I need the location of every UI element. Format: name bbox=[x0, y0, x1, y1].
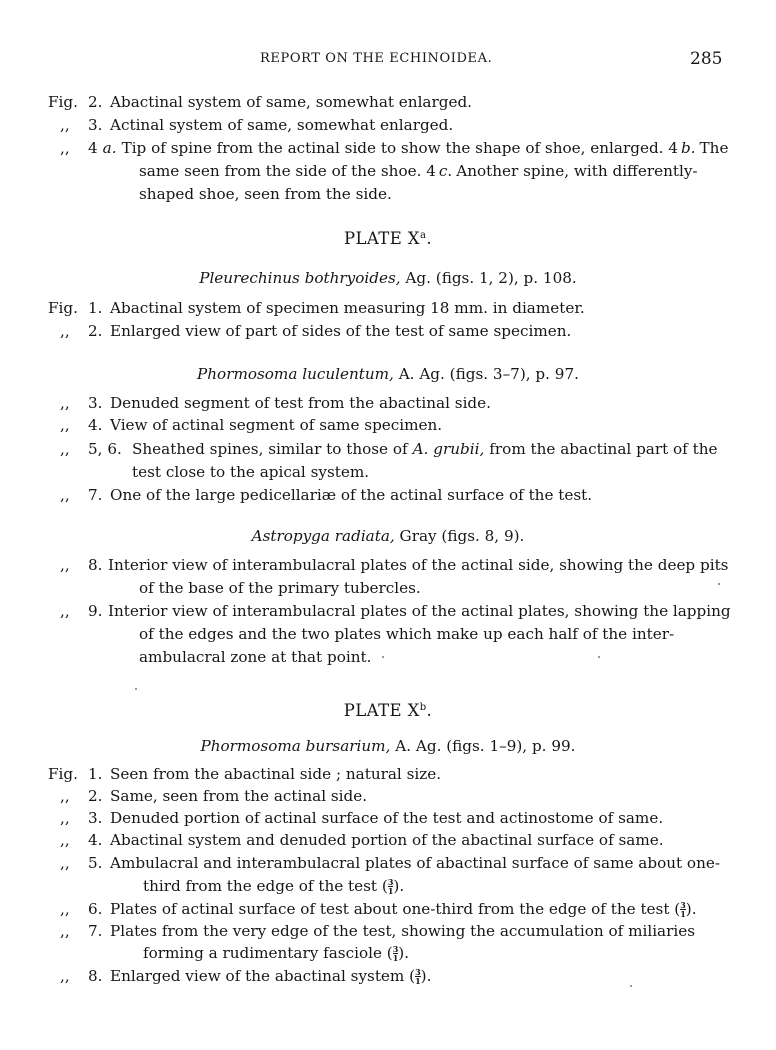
caption-fig-8: ,, 8. Enlarged view of the abactinal system ( $\frac{3}{1}$ ). bbox=[60, 967, 432, 986]
plate-heading-sup: a bbox=[419, 230, 427, 241]
fig-number: 8. bbox=[88, 967, 103, 985]
running-title: REPORT ON THE ECHINOIDEA. bbox=[260, 51, 493, 66]
caption-text: of the edges and the two plates which make up each half of the inter- bbox=[139, 625, 675, 643]
fig-number: 1. bbox=[88, 765, 103, 783]
fraction-denominator: 1 bbox=[392, 953, 399, 963]
species-name: Astropyga radiata, bbox=[251, 527, 395, 545]
fig-number: 4. bbox=[88, 416, 103, 434]
fig-number: 6. bbox=[88, 900, 103, 918]
fig-number: 2. bbox=[88, 322, 103, 340]
caption-continuation: third from the edge of the test ( $\frac{3}{1}$ ). bbox=[143, 877, 405, 896]
caption-text: Tip of spine from the actinal side to show the shape of shoe, enlarged. 4 bbox=[121, 139, 678, 157]
caption-text: Enlarged view of the abactinal system bbox=[110, 967, 405, 985]
caption-text: third from the edge of the test bbox=[143, 877, 378, 895]
ditto-mark: ,, bbox=[60, 967, 70, 985]
caption-text: ambulacral zone at that point. bbox=[139, 648, 372, 666]
fig-number: 3. bbox=[88, 116, 103, 134]
caption-text: Interior view of interambulacral plates of the actinal plates, showing the lapping bbox=[108, 602, 731, 620]
caption-fig-5 bbox=[60, 852, 720, 874]
caption-text: Abactinal system of same, somewhat enlarged. bbox=[110, 93, 473, 111]
caption-italic-taxon: A. grubii, bbox=[412, 440, 485, 458]
fig-prefix: Fig. bbox=[48, 93, 78, 111]
caption-text: Seen from the abactinal side ; natural size. bbox=[110, 765, 442, 783]
caption-fig-4 bbox=[60, 829, 664, 851]
caption-text: Interior view of interambulacral plates of the actinal side, showing the deep pits bbox=[108, 556, 729, 574]
fig-number: 2. bbox=[88, 93, 103, 111]
ditto-mark: ,, bbox=[60, 900, 70, 918]
plate-heading-xb: PLATE $X^b$. bbox=[343, 701, 433, 720]
ditto-mark: ,, bbox=[60, 922, 70, 940]
species-heading-phormosoma-luculentum bbox=[0, 365, 776, 383]
species-citation: Gray (figs. 8, 9). bbox=[394, 527, 525, 545]
caption-fig-5-6 bbox=[60, 438, 718, 460]
caption-continuation bbox=[139, 646, 371, 668]
caption-text: Plates of actinal surface of test about one-third from the edge of the test bbox=[110, 900, 670, 918]
caption-fig-3 bbox=[60, 114, 453, 136]
plate-heading-text: PLATE X bbox=[343, 701, 420, 720]
fig-number: 7. bbox=[88, 486, 103, 504]
print-speck bbox=[598, 656, 600, 658]
caption-continuation bbox=[139, 160, 698, 182]
print-speck bbox=[718, 583, 720, 585]
fraction-numerator: 3 bbox=[680, 900, 686, 910]
ditto-mark: ,, bbox=[60, 440, 70, 458]
species-name: Phormosoma luculentum, bbox=[197, 365, 394, 383]
species-name: Phormosoma bursarium, bbox=[200, 737, 391, 755]
caption-fig-7 bbox=[60, 484, 592, 506]
fig-number: 4 bbox=[88, 139, 98, 157]
ditto-mark: ,, bbox=[60, 322, 70, 340]
caption-text: . bbox=[399, 877, 405, 895]
magnification-fraction bbox=[680, 901, 686, 918]
print-speck bbox=[382, 656, 384, 658]
caption-text: . bbox=[426, 967, 432, 985]
species-heading-phormosoma-bursarium bbox=[0, 737, 776, 755]
caption-continuation bbox=[132, 461, 369, 483]
species-citation: A. Ag. (figs. 3–7), p. 97. bbox=[393, 365, 579, 383]
caption-text: Another spine, with differently- bbox=[456, 162, 698, 180]
caption-fig-7 bbox=[60, 920, 695, 942]
plate-heading-text: PLATE X bbox=[344, 229, 420, 248]
magnification-fraction bbox=[393, 945, 399, 962]
print-speck bbox=[135, 688, 137, 690]
caption-fig-9 bbox=[60, 600, 731, 622]
page-number: 285 bbox=[690, 49, 723, 69]
fig-number: 4. bbox=[88, 831, 103, 849]
fig-prefix: Fig. bbox=[48, 765, 78, 783]
fig-sub-label: a. bbox=[102, 139, 117, 157]
fig-prefix: Fig. bbox=[48, 299, 78, 317]
species-name: Pleurechinus bothryoides, bbox=[199, 269, 401, 287]
species-heading-pleurechinus bbox=[0, 269, 776, 287]
ditto-mark: ,, bbox=[60, 556, 70, 574]
caption-continuation: forming a rudimentary fasciole ( $\frac{3}{1}$ ). bbox=[143, 944, 410, 963]
caption-text: . bbox=[404, 944, 410, 962]
caption-fig-8 bbox=[60, 554, 728, 576]
caption-fig-3 bbox=[60, 392, 491, 414]
caption-text: One of the large pedicellariæ of the actinal surface of the test. bbox=[110, 486, 593, 504]
fraction-denominator: 1 bbox=[415, 976, 421, 986]
caption-text: Plates from the very edge of the test, showing the accumulation of miliaries bbox=[110, 922, 696, 940]
ditto-mark: ,, bbox=[60, 416, 70, 434]
fraction-numerator: 3 bbox=[392, 944, 399, 954]
caption-text: from the abactinal part of the bbox=[489, 440, 718, 458]
caption-text: Denuded portion of actinal surface of the test and actinostome of same. bbox=[110, 809, 664, 827]
fig-number: 1. bbox=[88, 299, 103, 317]
caption-text: Same, seen from the actinal side. bbox=[110, 787, 368, 805]
species-citation: A. Ag. (figs. 1–9), p. 99. bbox=[390, 737, 576, 755]
caption-text: test close to the apical system. bbox=[132, 463, 370, 481]
fig-number: 3. bbox=[88, 394, 103, 412]
caption-text: same seen from the side of the shoe. 4 bbox=[139, 162, 436, 180]
plate-heading-xa: PLATE $X^a$. bbox=[344, 229, 432, 248]
fig-number: 5, 6. bbox=[88, 440, 122, 458]
fig-number: 2. bbox=[88, 787, 103, 805]
fig-number: 8. bbox=[88, 556, 103, 574]
fig-sub-label: b. bbox=[680, 139, 696, 157]
ditto-mark: ,, bbox=[60, 809, 70, 827]
fig-sub-label: c. bbox=[438, 162, 453, 180]
caption-fig-4a bbox=[60, 137, 728, 159]
caption-fig-3 bbox=[60, 807, 663, 829]
caption-text: Ambulacral and interambulacral plates of abactinal surface of same about one- bbox=[110, 854, 720, 872]
ditto-mark: ,, bbox=[60, 486, 70, 504]
ditto-mark: ,, bbox=[60, 787, 70, 805]
ditto-mark: ,, bbox=[60, 854, 70, 872]
caption-text: . bbox=[691, 900, 697, 918]
species-heading-astropyga bbox=[0, 527, 776, 545]
ditto-mark: ,, bbox=[60, 139, 70, 157]
caption-text: The bbox=[699, 139, 729, 157]
ditto-mark: ,, bbox=[60, 116, 70, 134]
caption-text: shaped shoe, seen from the side. bbox=[139, 185, 392, 203]
fig-number: 5. bbox=[88, 854, 103, 872]
caption-text: View of actinal segment of same specimen. bbox=[110, 416, 443, 434]
caption-continuation bbox=[139, 577, 421, 599]
plate-heading-sup: b bbox=[419, 702, 427, 713]
caption-fig-6: ,, 6. Plates of actinal surface of test about one-third from the edge of the test ( $\frac{3}{1}$ ). bbox=[60, 900, 697, 919]
fraction-denominator: 1 bbox=[680, 909, 686, 919]
fraction-numerator: 3 bbox=[387, 877, 394, 887]
caption-text: of the base of the primary tubercles. bbox=[139, 579, 421, 597]
caption-fig-2 bbox=[48, 91, 472, 113]
caption-text: Abactinal system and denuded portion of the abactinal surface of same. bbox=[110, 831, 664, 849]
caption-fig-2 bbox=[60, 785, 367, 807]
caption-text: forming a rudimentary fasciole bbox=[143, 944, 382, 962]
ditto-mark: ,, bbox=[60, 831, 70, 849]
species-citation: Ag. (figs. 1, 2), p. 108. bbox=[400, 269, 577, 287]
caption-fig-2 bbox=[60, 320, 571, 342]
caption-text: Abactinal system of specimen measuring 18 mm. in diameter. bbox=[110, 299, 585, 317]
print-speck bbox=[630, 985, 632, 987]
caption-fig-1 bbox=[48, 297, 585, 319]
caption-text: Enlarged view of part of sides of the test of same specimen. bbox=[110, 322, 572, 340]
caption-continuation bbox=[139, 623, 674, 645]
caption-text: Actinal system of same, somewhat enlarged. bbox=[110, 116, 454, 134]
fraction-denominator: 1 bbox=[387, 886, 394, 896]
ditto-mark: ,, bbox=[60, 602, 70, 620]
caption-text: Denuded segment of test from the abactinal side. bbox=[110, 394, 491, 412]
ditto-mark: ,, bbox=[60, 394, 70, 412]
magnification-fraction bbox=[388, 878, 394, 895]
caption-fig-1 bbox=[48, 763, 441, 785]
caption-fig-4 bbox=[60, 414, 442, 436]
fig-number: 9. bbox=[88, 602, 103, 620]
fig-number: 7. bbox=[88, 922, 103, 940]
fig-number: 3. bbox=[88, 809, 103, 827]
magnification-fraction bbox=[415, 968, 421, 985]
running-header bbox=[0, 49, 776, 71]
caption-text: Sheathed spines, similar to those of bbox=[132, 440, 408, 458]
caption-continuation bbox=[139, 183, 392, 205]
fraction-numerator: 3 bbox=[415, 967, 421, 977]
